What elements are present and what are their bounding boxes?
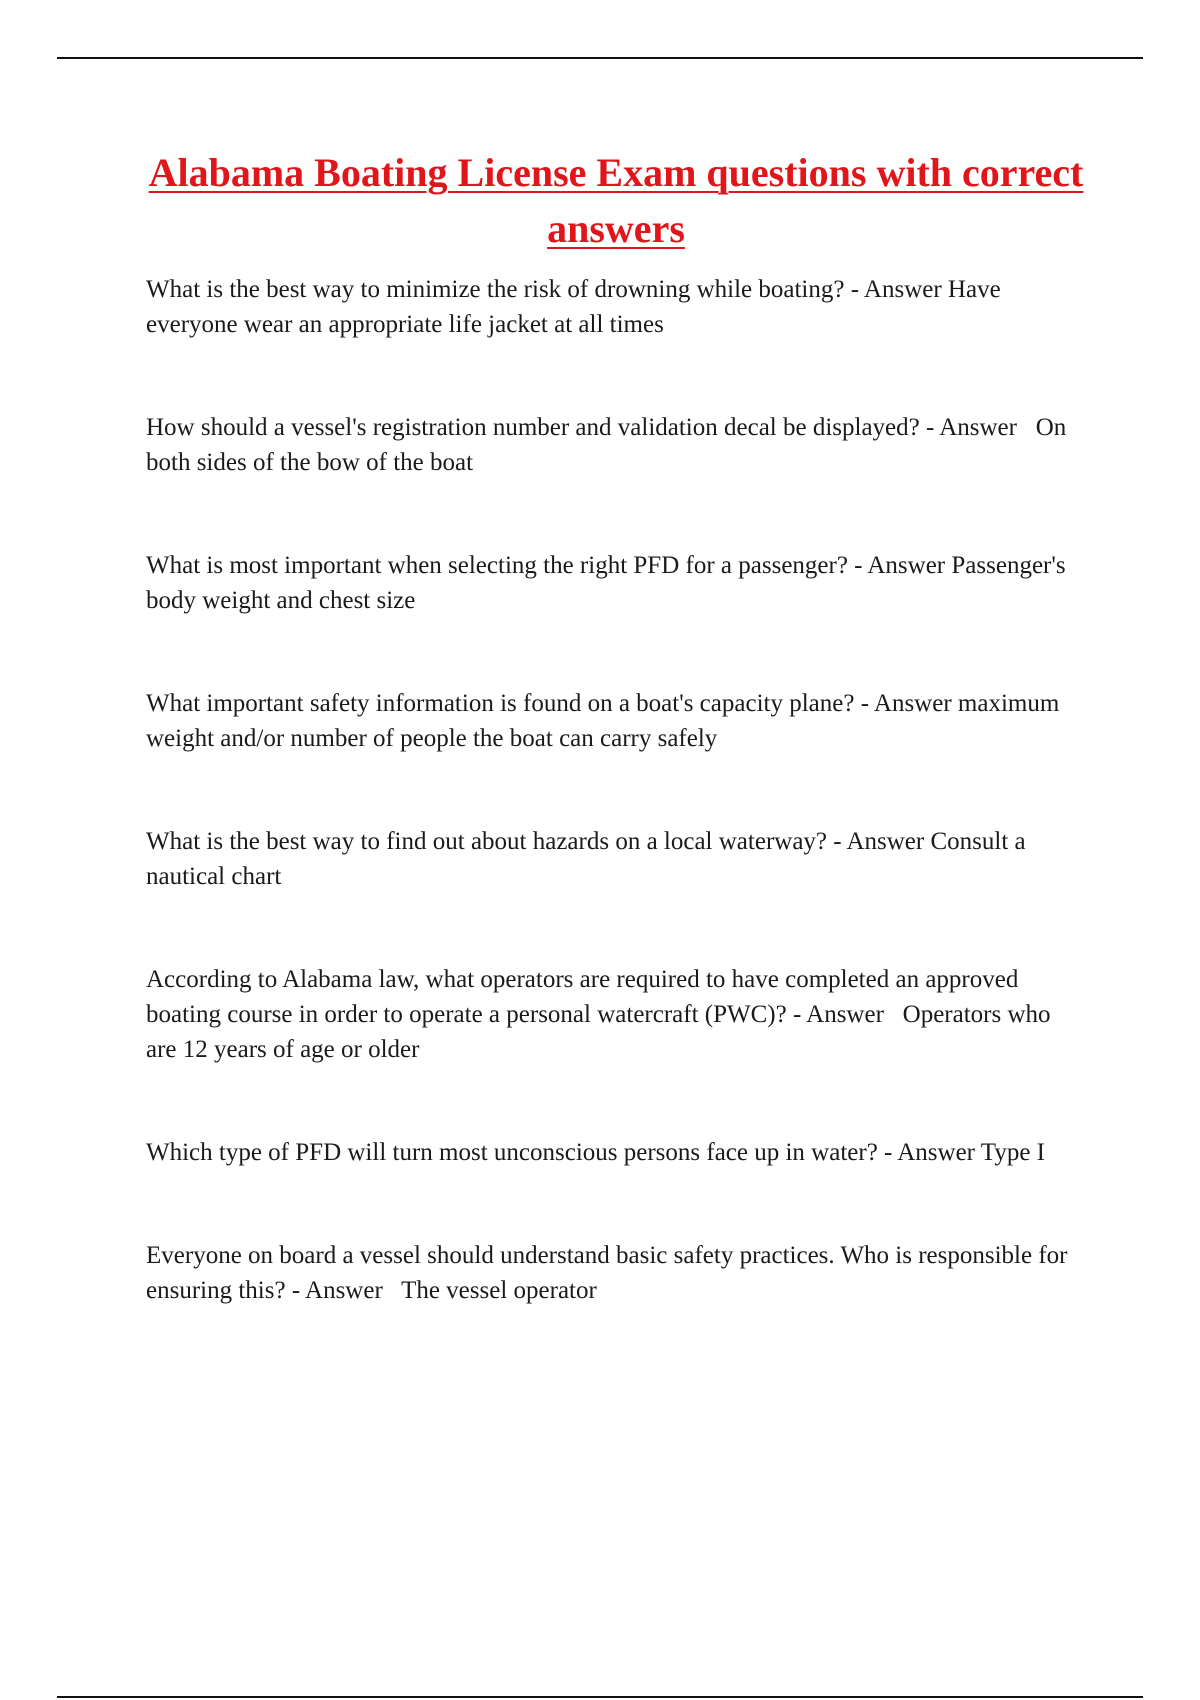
document-title: Alabama Boating License Exam questions with correct answers [148, 150, 1084, 251]
qa-item: Which type of PFD will turn most unconscious persons face up in water? - Answer Type I [146, 1139, 1045, 1166]
qa-item: What is most important when selecting the right PFD for a passenger? - Answer Passenger's body weight and chest size [146, 552, 1072, 614]
qa-item: According to Alabama law, what operators are required to have completed an approved boating course in order to operate a personal watercraft (PWC)? - Answer Operators who are 12 years of age or older [146, 966, 1057, 1063]
qa-item: What important safety information is found on a boat's capacity plane? - Answer maximum weight and/or number of people the boat can carry safely [146, 690, 1066, 752]
bottom-rule [57, 1696, 1143, 1698]
qa-item: What is the best way to minimize the risk of drowning while boating? - Answer Have everyone wear an appropriate life jacket at all times [146, 276, 1007, 338]
qa-item: How should a vessel's registration number and validation decal be displayed? - Answer On both sides of the bow of the boat [146, 414, 1073, 476]
qa-item: What is the best way to find out about hazards on a local waterway? - Answer Consult a nautical chart [146, 828, 1032, 890]
top-rule [57, 57, 1143, 59]
document-body [146, 145, 1086, 1308]
qa-item: Everyone on board a vessel should understand basic safety practices. Who is responsible for ensuring this? - Answer The vessel operator [146, 1242, 1074, 1304]
